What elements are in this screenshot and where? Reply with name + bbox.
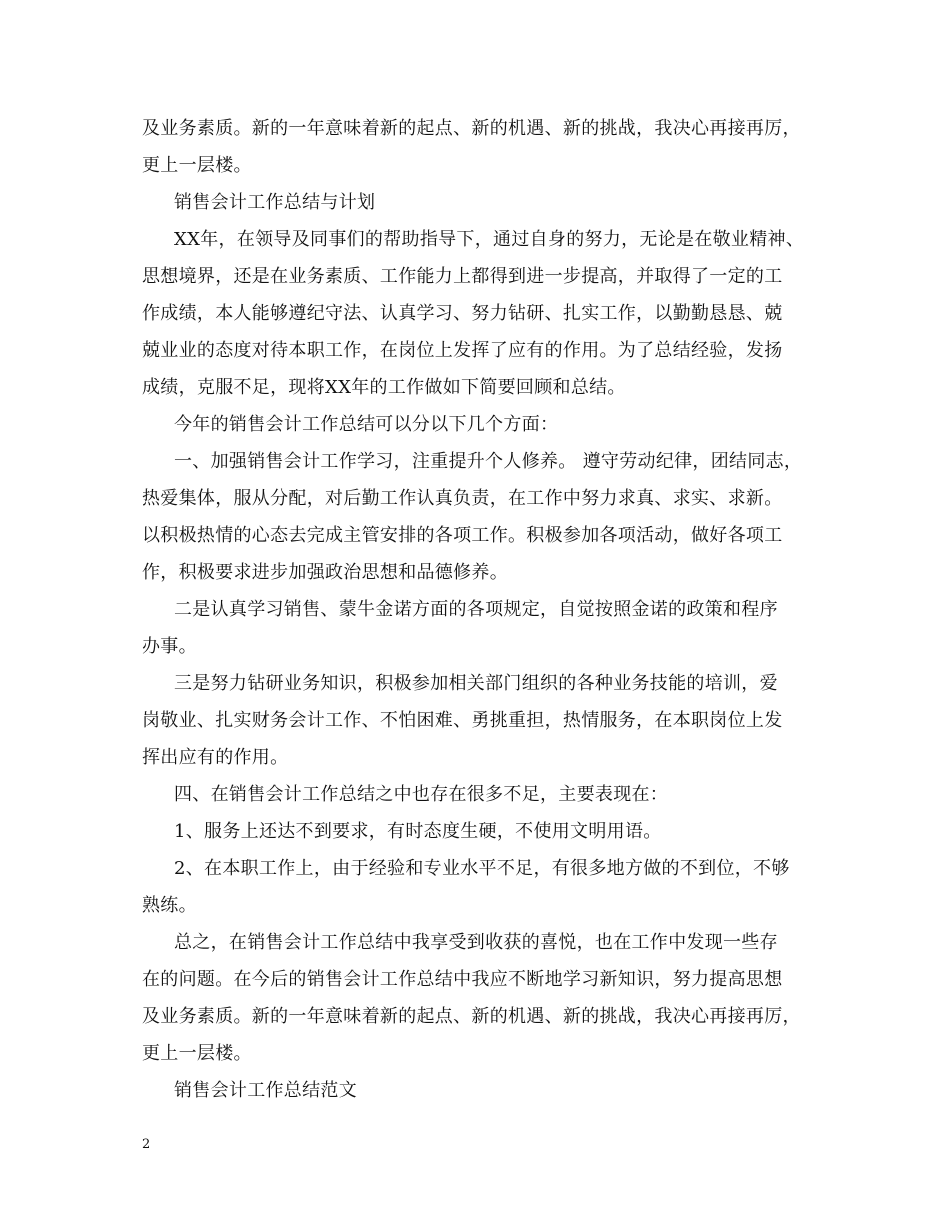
text-line: 今年的销售会计工作总结可以分以下几个方面： xyxy=(174,414,559,435)
text-line: 熟练。 xyxy=(142,895,197,916)
text-line: 成绩，克服不足，现将XX年的工作做如下简要回顾和总结。 xyxy=(142,377,626,398)
text-line: 作，积极要求进步加强政治思想和品德修养。 xyxy=(142,562,508,583)
text-line: 1、服务上还达不到要求，有时态度生硬，不使用文明用语。 xyxy=(174,821,662,842)
section-heading: 销售会计工作总结范文 xyxy=(174,1080,357,1101)
text-line: 更上一层楼。 xyxy=(142,1043,252,1064)
text-line: 一、加强销售会计工作学习，注重提升个人修养。 遵守劳动纪律，团结同志， xyxy=(174,451,803,472)
text-line: XX年，在领导及同事们的帮助指导下，通过自身的努力，无论是在敬业精神、 xyxy=(174,229,805,250)
text-line: 总之，在销售会计工作总结中我享受到收获的喜悦，也在工作中发现一些存 xyxy=(174,932,778,953)
text-line: 办事。 xyxy=(142,636,197,657)
text-line: 及业务素质。新的一年意味着新的起点、新的机遇、新的挑战，我决心再接再厉， xyxy=(142,1006,801,1027)
text-line: 挥出应有的作用。 xyxy=(142,747,289,768)
text-line: 二是认真学习销售、蒙牛金诺方面的各项规定，自觉按照金诺的政策和程序 xyxy=(174,599,778,620)
text-line: 作成绩，本人能够遵纪守法、认真学习、努力钻研、扎实工作，以勤勤恳恳、兢 xyxy=(142,303,783,324)
text-line: 岗敬业、扎实财务会计工作、不怕困难、勇挑重担，热情服务，在本职岗位上发 xyxy=(142,710,783,731)
text-line: 更上一层楼。 xyxy=(142,155,252,176)
text-line: 热爱集体，服从分配，对后勤工作认真负责，在工作中努力求真、求实、求新。 xyxy=(142,488,783,509)
text-line: 兢业业的态度对待本职工作，在岗位上发挥了应有的作用。为了总结经验，发扬 xyxy=(142,340,783,361)
text-line: 以积极热情的心态去完成主管安排的各项工作。积极参加各项活动，做好各项工 xyxy=(142,525,783,546)
text-line: 在的问题。在今后的销售会计工作总结中我应不断地学习新知识，努力提高思想 xyxy=(142,969,783,990)
section-heading: 销售会计工作总结与计划 xyxy=(174,192,376,213)
text-line: 2、在本职工作上，由于经验和专业水平不足，有很多地方做的不到位，不够 xyxy=(174,858,790,879)
text-line: 思想境界，还是在业务素质、工作能力上都得到进一步提高，并取得了一定的工 xyxy=(142,266,783,287)
text-line: 四、在销售会计工作总结之中也存在很多不足，主要表现在： xyxy=(174,784,669,805)
text-line: 及业务素质。新的一年意味着新的起点、新的机遇、新的挑战，我决心再接再厉， xyxy=(142,118,801,139)
page-number: 2 xyxy=(142,1137,151,1152)
text-line: 三是努力钻研业务知识，积极参加相关部门组织的各种业务技能的培训，爱 xyxy=(174,673,778,694)
